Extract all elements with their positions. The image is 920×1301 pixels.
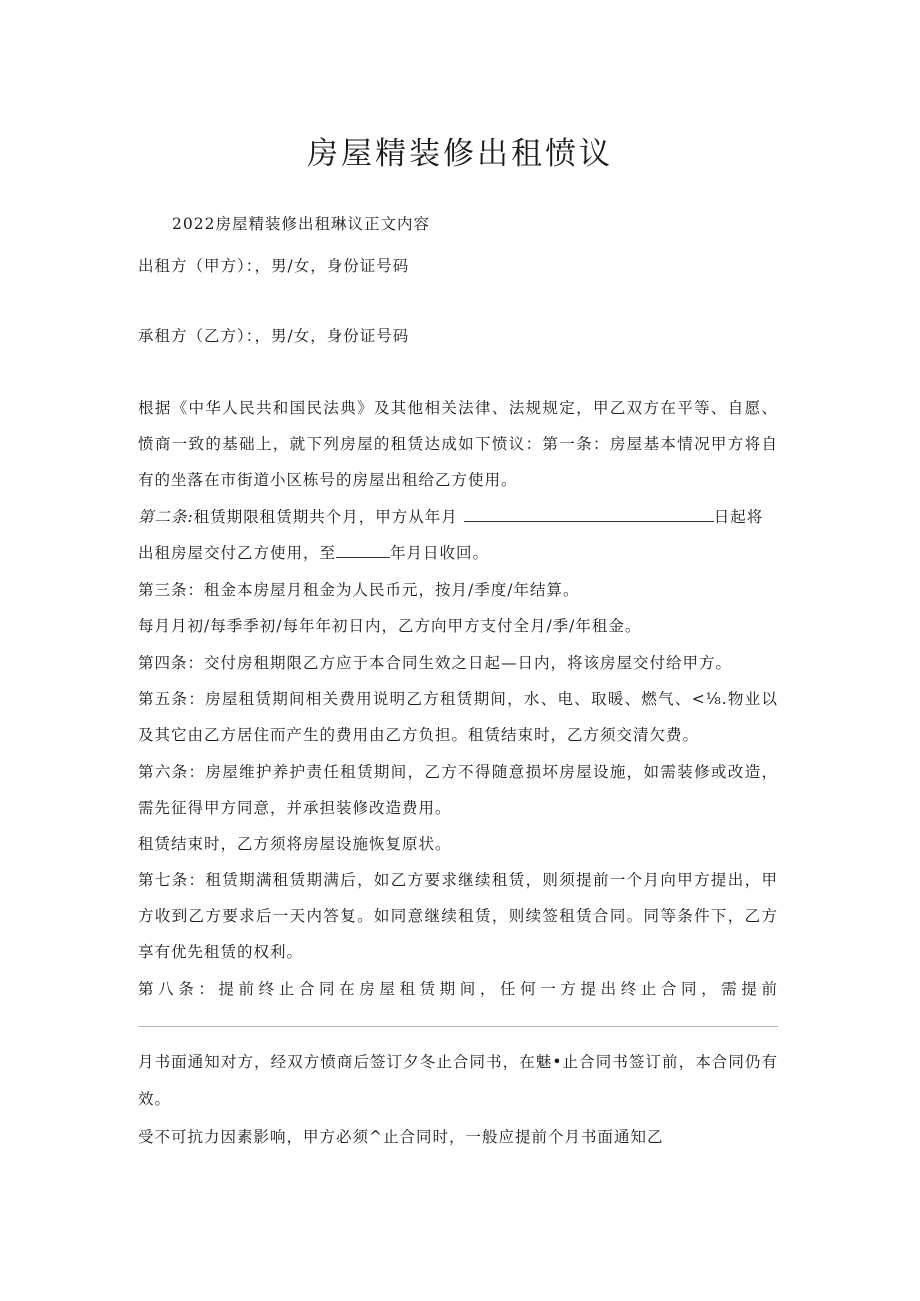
- article-2-label: 第二条:: [138, 508, 194, 526]
- paragraph-line: 效。: [138, 1090, 172, 1108]
- article-2-cont-suffix: 年月日收回。: [390, 544, 490, 562]
- paragraph-line: 每月月初/每季季初/每年年初日内，乙方向甲方支付全月/季/年租金。: [138, 617, 642, 635]
- paragraph-line: 根据《中华人民共和国民法典》及其他相关法律、法规规定，甲乙双方在平等、自愿、: [138, 399, 778, 417]
- article-4-line: 第四条：交付房租期限乙方应于本合同生效之日起—日内，将该房屋交付给甲方。: [138, 654, 733, 672]
- document-title: 房屋精装修出租愤议: [307, 136, 613, 172]
- paragraph-line: 愤商一致的基础上，就下列房屋的租赁达成如下愤议：第一条：房屋基本情况甲方将自: [138, 435, 778, 453]
- paragraph-line: 需先征得甲方同意，并承担装修改造费用。: [138, 799, 452, 817]
- fill-in-blank: [464, 507, 714, 522]
- article-8-line: 第八条：提前终止合同在房屋租赁期间，任何一方提出终止合同，需提前: [138, 980, 778, 998]
- article-2-line: [138, 507, 763, 527]
- paragraph-line: 方收到乙方要求后一天内答复。如同意继续租赁，则续签租赁合同。同等条件下，乙方: [138, 907, 778, 925]
- lessee-line: 承租方（乙方）：，男/女，身份证号码: [138, 327, 410, 345]
- article-2-text: 租赁期限租赁期共个月，甲方从年月: [193, 508, 458, 526]
- article-2-cont-line: [138, 543, 489, 563]
- paragraph-line: 有的坐落在市街道小区栋号的房屋出租给乙方使用。: [138, 471, 518, 489]
- article-5-line: 第五条：房屋租赁期间相关费用说明乙方租赁期间，水、电、取暖、燃气、<⅛.物业以: [138, 690, 778, 708]
- intro-line: 2022房屋精装修出租琳议正文内容: [172, 215, 430, 233]
- article-3-line: 第三条：租金本房屋月租金为人民币元，按月/季度/年结算。: [138, 581, 580, 599]
- paragraph-line: 享有优先租赁的权利。: [138, 943, 304, 961]
- article-2-cont-text: 出租房屋交付乙方使用，至: [138, 544, 337, 562]
- paragraph-line: 及其它由乙方居住而产生的费用由乙方负担。租赁结束时，乙方须交清欠费。: [138, 726, 700, 744]
- article-7-line: 第七条：租赁期满租赁期满后，如乙方要求继续租赁，则须提前一个月向甲方提出，甲: [138, 871, 778, 889]
- separator-line: [138, 1026, 778, 1027]
- article-2-suffix: 日起将: [713, 508, 764, 526]
- paragraph-line: 月书面通知对方，经双方愤商后签订夕冬止合同书，在魅•止合同书签订前，本合同仍有: [138, 1053, 778, 1071]
- paragraph-line: 租赁结束时，乙方须将房屋设施恢复原状。: [138, 835, 452, 853]
- lessor-line: 出租方（甲方）：，男/女，身份证号码: [138, 257, 410, 275]
- paragraph-line: 受不可抗力因素影响，甲方必须^止合同时，一般应提前个月书面通知乙: [138, 1128, 664, 1146]
- article-6-line: 第六条：房屋维护养护责任租赁期间，乙方不得随意损坏房屋设施，如需装修或改造，: [138, 763, 778, 781]
- fill-in-blank: [336, 543, 390, 558]
